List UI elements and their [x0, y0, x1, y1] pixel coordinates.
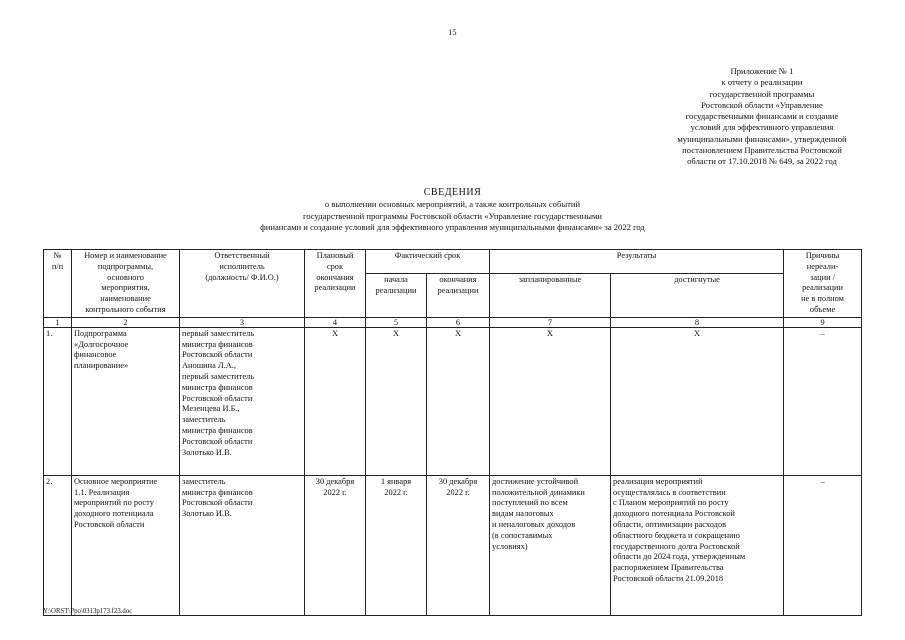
document-title: СВЕДЕНИЯ — [423, 187, 482, 198]
row-start: 1 января 2022 г. — [366, 475, 427, 615]
row-planned: X — [305, 327, 366, 475]
row-name: Подпрограмма «Долгосрочное финансовое планирование» — [72, 327, 180, 475]
row-responsible: первый заместитель министра финансов Ростовской области Аношина Л.А., первый заместитель министра финансов Ростовской области Мезенцева И.Б., заместитель министра финансов Ростовской области Золотько И.В. — [180, 327, 305, 475]
row-num: 2. — [44, 475, 72, 615]
header-reasons: Причины нереали- зации / реализации не в полном объеме — [784, 250, 862, 318]
page-number: 15 — [448, 28, 457, 37]
table-row — [44, 475, 862, 615]
row-reasons: – — [784, 327, 862, 475]
row-name: Основное мероприятие 1.1. Реализация мероприятий по росту доходного потенциала Ростовской области — [72, 475, 180, 615]
column-number: 6 — [427, 317, 490, 327]
appendix-line: Ростовской области «Управление — [701, 99, 823, 110]
header-results-group: Результаты — [490, 250, 784, 274]
subtitle-line: государственной программы Ростовской области «Управление государственными — [302, 210, 603, 221]
row-results-achieved: X — [611, 327, 784, 475]
subtitle-line: финансами и создание условий для эффективного управления муниципальными финансами» за 2022 год — [260, 222, 645, 233]
appendix-line: постановлением Правительства Ростовской — [682, 145, 842, 156]
header-responsible: Ответственный исполнитель (должность/ Ф.И.О.) — [180, 250, 305, 318]
column-number: 5 — [366, 317, 427, 327]
appendix-line: к отчету о реализации — [721, 77, 803, 88]
row-planned: 30 декабря 2022 г. — [305, 475, 366, 615]
appendix-line: муниципальными финансами», утвержденной — [677, 133, 847, 144]
column-number: 7 — [490, 317, 611, 327]
column-number: 4 — [305, 317, 366, 327]
header-results-planned: запланированные — [490, 274, 611, 317]
row-start: X — [366, 327, 427, 475]
row-end: X — [427, 327, 490, 475]
appendix-line: Приложение № 1 — [730, 66, 794, 76]
row-responsible: заместитель министра финансов Ростовской области Золотько И.В. — [180, 475, 305, 615]
header-planned: Плановый срок окончания реализации — [305, 250, 366, 318]
document-subtitle — [0, 199, 905, 234]
column-number: 1 — [44, 317, 72, 327]
column-number: 2 — [72, 317, 180, 327]
header-actual-end: окончания реализации — [427, 274, 490, 317]
header-num: № п/п — [44, 250, 72, 318]
column-number-row — [44, 317, 862, 327]
file-path-footer: Y:\ORST\Ppo\0313p173.f23.doc — [43, 608, 133, 615]
header-name: Номер и наименование подпрограммы, основного мероприятия, наименование контрольного события — [72, 250, 180, 318]
header-row — [44, 250, 862, 274]
column-number: 3 — [180, 317, 305, 327]
column-number: 9 — [784, 317, 862, 327]
column-number: 8 — [611, 317, 784, 327]
row-num: 1. — [44, 327, 72, 475]
subtitle-line: о выполнении основных мероприятий, а также контрольных событий — [324, 199, 581, 209]
appendix-line: государственными финансами и создание — [685, 111, 839, 122]
row-results-achieved: реализация мероприятий осуществлялась в соответствии с Планом мероприятий по росту доходного потенциала Ростовской области, оптимизации расходов областного бюджета и сокращению государственного долга Ростовской области до 2024 года, утвержденным распоряжением Правительства Ростовской области 21.09.2018 — [611, 475, 784, 615]
header-results-achieved: достигнутые — [611, 274, 784, 317]
header-actual-group: Фактический срок — [366, 250, 490, 274]
results-table — [43, 249, 862, 616]
appendix-line: области от 17.10.2018 № 649, за 2022 год — [687, 156, 837, 167]
appendix-block — [650, 66, 874, 168]
row-results-planned: X — [490, 327, 611, 475]
appendix-line: государственной программы — [709, 88, 815, 99]
row-results-planned: достижение устойчивой положительной динамики поступлений по всем видам налоговых и неналоговых доходов (в сопоставимых условиях) — [490, 475, 611, 615]
row-end: 30 декабря 2022 г. — [427, 475, 490, 615]
table-row — [44, 327, 862, 475]
header-actual-start: начала реализации — [366, 274, 427, 317]
row-reasons: – — [784, 475, 862, 615]
appendix-line: условий для эффективного управления — [690, 122, 834, 133]
